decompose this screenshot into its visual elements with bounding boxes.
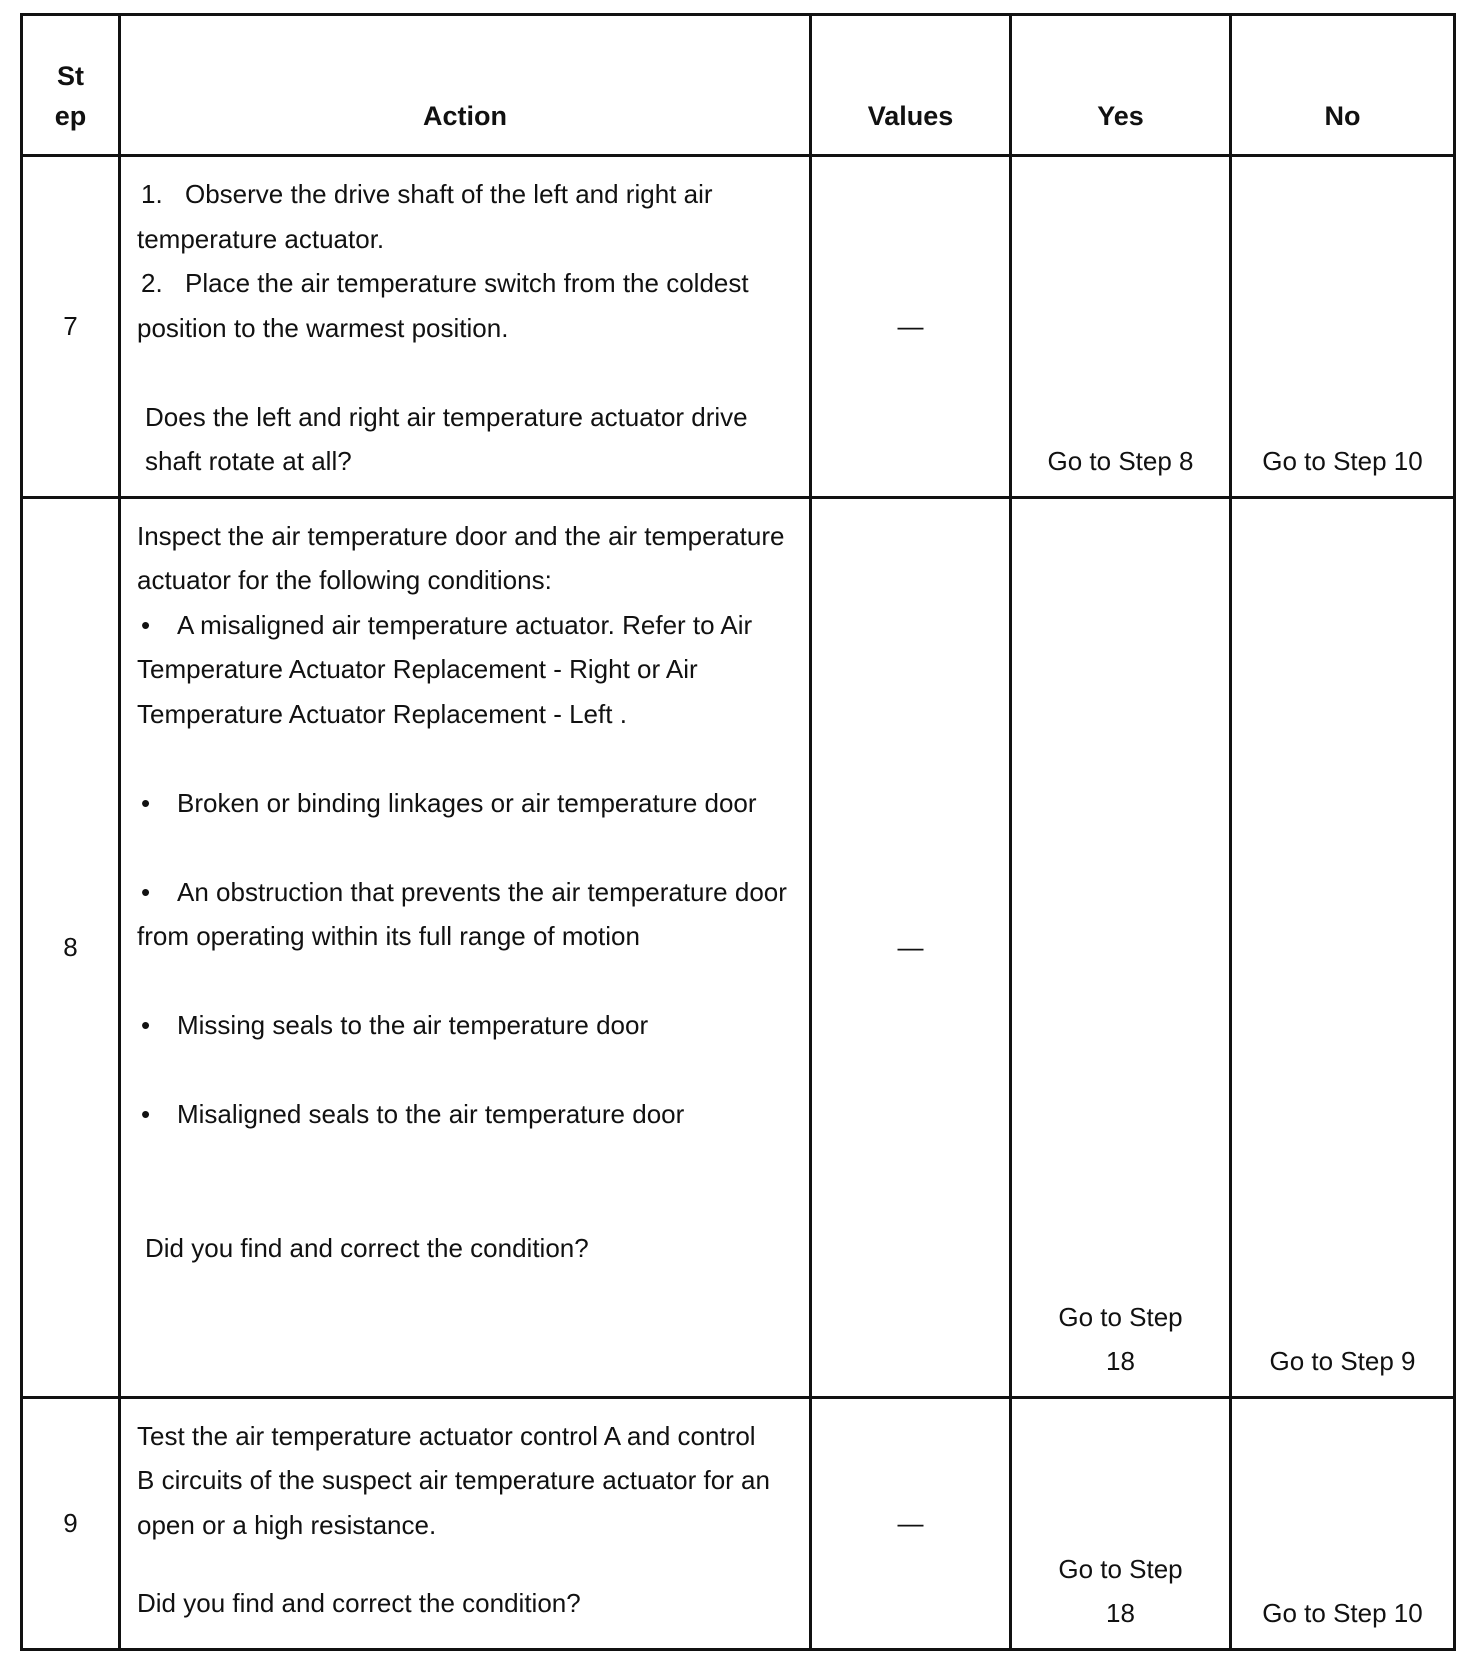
values-cell: — xyxy=(811,1397,1011,1649)
action-bullet: • A misaligned air temperature actuator. Refer to Air Temperature Actuator Replacement - Right or Air Temperature Actuator Replacement - Left . xyxy=(137,609,759,729)
action-item: 2. Place the air temperature switch from the coldest position to the warmest position. xyxy=(137,268,756,343)
action-bullet: • An obstruction that prevents the air temperature door from operating within its full range of motion xyxy=(137,876,795,951)
header-values: Values xyxy=(811,15,1011,156)
header-action: Action xyxy=(120,15,811,156)
yes-link: Go to Step 18 xyxy=(1058,1553,1183,1628)
yes-cell xyxy=(1011,156,1231,498)
action-question: Did you find and correct the condition? xyxy=(137,1588,581,1618)
header-step-line1: St xyxy=(57,61,84,91)
action-cell xyxy=(120,156,811,498)
header-no: No xyxy=(1231,15,1455,156)
no-link: Go to Step 10 xyxy=(1262,1598,1423,1628)
yes-cell xyxy=(1011,497,1231,1397)
header-step-line2: ep xyxy=(54,101,87,131)
no-cell xyxy=(1231,1397,1455,1649)
yes-link: Go to Step 8 xyxy=(1047,446,1194,476)
action-bullet: • Broken or binding linkages or air temperature door xyxy=(141,787,757,818)
diagnostic-table xyxy=(20,13,1456,1651)
table-row xyxy=(22,1397,1455,1649)
no-cell xyxy=(1231,156,1455,498)
action-bullet: • Missing seals to the air temperature door xyxy=(141,1010,649,1040)
values-cell: — xyxy=(811,497,1011,1397)
values-cell: — xyxy=(811,156,1011,498)
table-row xyxy=(22,497,1455,1397)
action-question: Does the left and right air temperature actuator drive shaft rotate at all? xyxy=(145,401,748,476)
step-number: 8 xyxy=(22,497,120,1397)
action-cell xyxy=(120,497,811,1397)
table-row xyxy=(22,156,1455,498)
action-question: Did you find and correct the condition? xyxy=(145,1232,589,1263)
header-yes: Yes xyxy=(1011,15,1231,156)
action-bullet: • Misaligned seals to the air temperature door xyxy=(141,1099,685,1129)
action-item: 1. Observe the drive shaft of the left and right air temperature actuator. xyxy=(137,179,720,254)
yes-cell xyxy=(1011,1397,1231,1649)
no-link: Go to Step 9 xyxy=(1269,1346,1416,1376)
action-intro: Inspect the air temperature door and the air temperature actuator for the following conditions: xyxy=(137,520,792,595)
header-step xyxy=(22,15,120,156)
action-text: Test the air temperature actuator control A and control B circuits of the suspect air temperature actuator for an open or a high resistance. xyxy=(137,1420,778,1540)
step-number: 9 xyxy=(22,1397,120,1649)
yes-link: Go to Step 18 xyxy=(1058,1301,1183,1376)
no-link: Go to Step 10 xyxy=(1262,446,1423,476)
diagnostic-table-page xyxy=(20,13,1453,1656)
step-number: 7 xyxy=(22,156,120,498)
no-cell xyxy=(1231,497,1455,1397)
header-row xyxy=(22,15,1455,156)
action-cell xyxy=(120,1397,811,1649)
